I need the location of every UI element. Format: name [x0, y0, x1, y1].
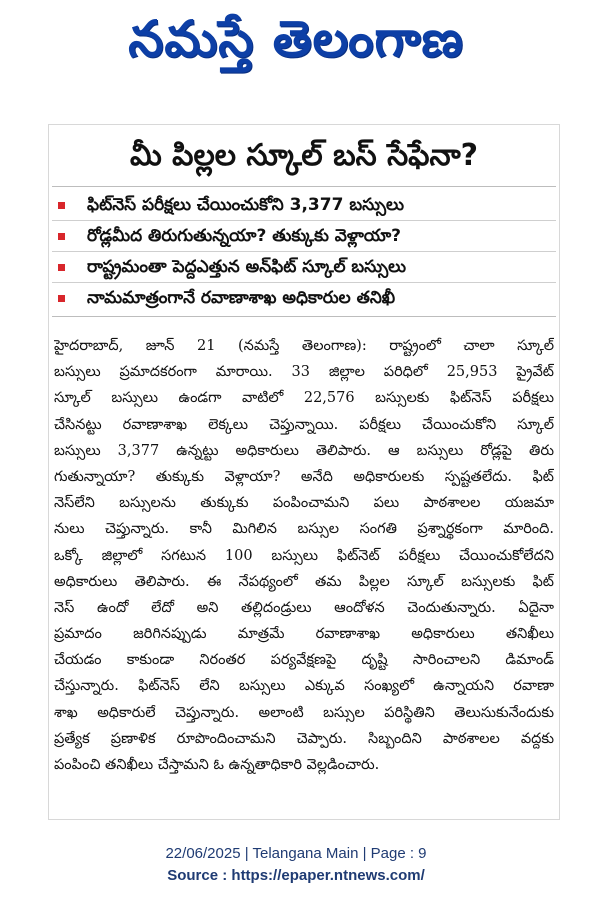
bullet-item — [52, 221, 556, 252]
bullet-text: రాష్ట్రమంతా పెద్దఎత్తున అన్‌ఫిట్ స్కూల్ బస్సులు — [87, 256, 407, 277]
headline-divider — [52, 186, 556, 187]
bullet-text: నామమాత్రంగానే రవాణాశాఖ అధికారుల తనిఖీ — [87, 288, 396, 308]
footer-date-line: 22/06/2025 | Telangana Main | Page : 9 — [165, 845, 427, 862]
article-line: ఒక్కో జిల్లాలో సగటున 100 బస్సులు ఫిట్‌నెట్ పరీక్షలు చేయించుకోలేదని — [54, 547, 554, 564]
bullet-item — [52, 252, 556, 283]
square-bullet-icon — [58, 264, 65, 271]
footer-source-line: Source : https://epaper.ntnews.com/ — [167, 867, 425, 884]
article-line: స్కూల్ బస్సులు ఉండగా వాటిలో 22,576 బస్సులకు ఫిట్‌నెస్ పరీక్షలు — [54, 390, 554, 407]
bullets-divider — [52, 316, 556, 317]
article-line: శాఖ అధికారులే చెప్తున్నారు. అలాంటి బస్సుల పరిస్థితిని తెలుసుకునేందుకు — [54, 704, 554, 721]
article-line: బస్సులు 3,377 ఉన్నట్టు అధికారులు తెలిపారు. ఆ బస్సులు రోడ్లపై తిరు — [54, 442, 554, 459]
article-line: నెస్ ఉందో లేదో అని తల్లిదండ్రులు ఆందోళన చెందుతున్నారు. ఏదైనా — [54, 599, 554, 616]
article-line: ప్రమాదం జరిగినప్పుడు మాత్రమే రవాణాశాఖ అధికారులు తనిఖీలు — [54, 626, 554, 643]
article-line: గుతున్నాయా? తుక్కుకు వెళ్లాయా? అనేది అధికారులకు స్పష్టతలేదు. ఫిట్ — [54, 468, 554, 485]
bullet-item — [52, 190, 556, 221]
article-line: చేస్తున్నారు. ఫిట్‌నెస్ లేని బస్సులు ఎక్కువ సంఖ్యలో ఉన్నాయని రవాణా — [54, 678, 554, 695]
article-line: హైదరాబాద్, జూన్ 21 (నమస్తే తెలంగాణ): రాష్ట్రంలో చాలా స్కూల్ — [54, 338, 554, 354]
article-line: బస్సులు ప్రమాదకరంగా మారాయి. 33 జిల్లాల పరిధిలో 25,953 ప్రైవేట్ — [54, 364, 554, 381]
masthead — [0, 0, 592, 78]
article-line: చేసినట్టు రవాణాశాఖ లెక్కలు చెప్తున్నాయి. పరీక్షలు చేయించుకోని స్కూల్ — [54, 416, 554, 433]
article-line: ప్రత్యేక ప్రణాళిక రూపొందించామని చెప్పారు. సిబ్బందిని పాఠశాలల వద్దకు — [54, 730, 554, 747]
square-bullet-icon — [58, 295, 65, 302]
article-headline: మీ పిల్లల స్కూల్ బస్ సేఫేనా? — [129, 138, 479, 173]
square-bullet-icon — [58, 202, 65, 209]
article-line: నులు చెప్తున్నారు. కానీ మిగిలిన బస్సుల సంగతి ప్రశ్నార్థకంగా మారింది. — [54, 521, 554, 538]
article-line: పంపించి తనిఖీలు చేస్తామని ఓ ఉన్నతాధికారి వెల్లడించారు. — [54, 757, 380, 773]
article-line: అధికారులు తెలిపారు. ఈ నేపథ్యంలో తమ పిల్లల స్కూల్ బస్సులకు ఫిట్ — [54, 573, 554, 590]
masthead-title: నమస్తే తెలంగాణ — [128, 10, 464, 68]
bullet-text: ఫిట్‌నెస్ పరీక్షలు చేయించుకోని 3,377 బస్సులు — [87, 194, 404, 215]
bullet-item — [52, 283, 556, 314]
article-body — [54, 333, 554, 778]
article-line: చేయడం కాకుండా నిరంతర పర్యవేక్షణపై దృష్టి సారించాలని డిమాండ్ — [54, 652, 554, 669]
bullet-text: రోడ్లమీద తిరుగుతున్నయా? తుక్కుకు వెళ్లాయా? — [87, 225, 401, 246]
article-line: నెస్‌లేని బస్సులను తుక్కుకు పంపించామని పలు పాఠశాలల యజమా — [54, 495, 554, 512]
highlight-bullets — [52, 190, 556, 314]
square-bullet-icon — [58, 233, 65, 240]
